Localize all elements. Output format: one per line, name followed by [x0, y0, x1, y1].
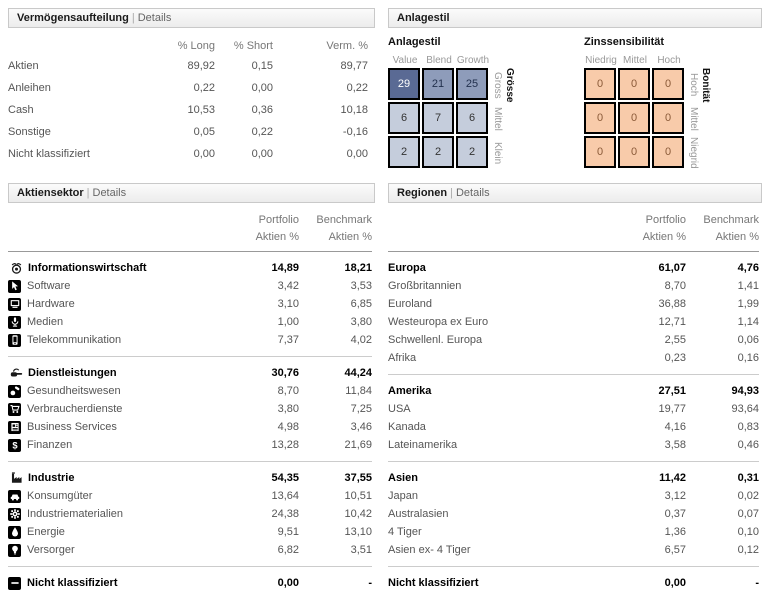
portfolio-value: 1,00 — [277, 316, 299, 328]
style-row-label: Gross — [492, 71, 503, 99]
allocation-rows — [8, 55, 368, 165]
group-label: Amerika — [388, 385, 432, 397]
style-col-label: Blend — [426, 54, 452, 66]
style-cell: 0 — [584, 136, 616, 168]
style-row-label: Hoch — [688, 73, 699, 97]
row-label: Software — [27, 280, 71, 292]
col-portfolio: Portfolio — [645, 213, 686, 226]
portfolio-value: 12,71 — [658, 316, 686, 328]
col-long: % Long — [177, 40, 215, 52]
panel-title: Anlagestil — [397, 12, 450, 24]
portfolio-value: 24,38 — [271, 508, 299, 520]
col-benchmark: Benchmark — [703, 213, 759, 226]
row-label: Aktien — [8, 60, 39, 72]
style-cell: 21 — [422, 68, 454, 100]
style-col-label: Niedrig — [585, 54, 617, 66]
header-separator: | — [450, 187, 453, 199]
benchmark-value: 3,80 — [350, 316, 372, 328]
footer-row — [8, 574, 372, 592]
col-portfolio-sub: Aktien % — [642, 230, 686, 243]
style-box-title: Anlagestil — [388, 36, 441, 48]
short-value: 0,36 — [251, 104, 273, 116]
style-panel-header — [388, 8, 762, 28]
table-row — [388, 505, 759, 523]
style-cell: 29 — [388, 68, 420, 100]
col-portfolio-sub: Aktien % — [255, 230, 299, 243]
table-row — [8, 436, 372, 454]
allocation-column-header — [8, 37, 368, 55]
short-value: 0,00 — [251, 148, 273, 160]
table-row — [8, 143, 368, 165]
benchmark-value: 3,51 — [350, 544, 372, 556]
row-label: USA — [388, 403, 411, 415]
style-cell: 6 — [456, 102, 488, 134]
net-value: 0,22 — [346, 82, 368, 94]
regions-panel — [388, 183, 762, 592]
row-label: Business Services — [27, 421, 117, 433]
portfolio-value: 0,00 — [277, 577, 299, 589]
row-label: Finanzen — [27, 439, 73, 451]
consumer-services-icon — [8, 403, 21, 416]
net-value: 0,00 — [346, 148, 368, 160]
portfolio-value: 1,36 — [664, 526, 686, 538]
long-value: 89,92 — [187, 60, 215, 72]
row-label: Energie — [27, 526, 65, 538]
table-row — [388, 400, 759, 418]
table-row — [8, 382, 372, 400]
sector-panel — [8, 183, 375, 592]
style-box-axis-title: Bonität — [700, 68, 711, 103]
style-cell: 0 — [618, 136, 650, 168]
table-row — [8, 541, 372, 559]
row-label: Telekommunikation — [27, 334, 122, 346]
regions-column-header-line2 — [388, 228, 759, 245]
portfolio-value: 27,51 — [658, 385, 686, 397]
style-cell: 2 — [456, 136, 488, 168]
benchmark-value: 10,42 — [344, 508, 372, 520]
col-benchmark-sub: Aktien % — [328, 230, 372, 243]
table-row — [8, 295, 372, 313]
short-value: 0,22 — [251, 126, 273, 138]
row-label: Nicht klassifiziert — [8, 148, 90, 160]
benchmark-value: 0,12 — [737, 544, 759, 556]
row-label: Anleihen — [8, 82, 51, 94]
benchmark-value: 0,06 — [737, 334, 759, 346]
benchmark-value: 13,10 — [344, 526, 372, 538]
details-link[interactable]: Details — [92, 187, 127, 199]
benchmark-value: 18,21 — [344, 262, 372, 274]
benchmark-value: 0,07 — [737, 508, 759, 520]
portfolio-value: 14,89 — [271, 262, 299, 274]
net-value: 10,18 — [340, 104, 368, 116]
allocation-table — [8, 28, 375, 165]
portfolio-value: 3,80 — [277, 403, 299, 415]
table-row — [8, 487, 372, 505]
style-cell: 0 — [584, 102, 616, 134]
group-separator — [8, 461, 372, 462]
net-value: 89,77 — [340, 60, 368, 72]
portfolio-value: 6,57 — [664, 544, 686, 556]
col-net: Verm. % — [326, 40, 368, 52]
benchmark-value: 44,24 — [344, 367, 372, 379]
group-separator — [388, 461, 759, 462]
style-col-label: Growth — [456, 54, 490, 66]
benchmark-value: 0,46 — [737, 439, 759, 451]
portfolio-value: 3,42 — [277, 280, 299, 292]
group-row — [8, 364, 372, 382]
portfolio-value: 61,07 — [658, 262, 686, 274]
style-cell: 2 — [422, 136, 454, 168]
allocation-panel-header — [8, 8, 375, 28]
short-value: 0,00 — [251, 82, 273, 94]
table-row — [388, 331, 759, 349]
style-box-column-labels — [584, 52, 711, 68]
col-benchmark: Benchmark — [316, 213, 372, 226]
row-label: Versorger — [27, 544, 75, 556]
row-label: Australasien — [388, 508, 449, 520]
col-short: % Short — [233, 40, 273, 52]
style-box-row-labels — [688, 68, 699, 170]
portfolio-value: 3,58 — [664, 439, 686, 451]
col-portfolio: Portfolio — [258, 213, 299, 226]
portfolio-value: 19,77 — [658, 403, 686, 415]
benchmark-value: - — [755, 577, 759, 589]
telecom-icon — [8, 334, 21, 347]
row-label: Sonstige — [8, 126, 51, 138]
col-benchmark-sub: Aktien % — [715, 230, 759, 243]
group-row — [388, 469, 759, 487]
group-row — [388, 382, 759, 400]
header-separator: | — [131, 12, 135, 24]
sector-panel-header — [8, 183, 375, 203]
energy-icon — [8, 526, 21, 539]
panel-title: Aktiensektor — [17, 187, 84, 199]
group-separator — [8, 566, 372, 567]
long-value: 0,00 — [193, 148, 215, 160]
portfolio-value: 3,10 — [277, 298, 299, 310]
style-cell: 0 — [652, 68, 684, 100]
sector-column-header-line2 — [8, 228, 372, 245]
short-value: 0,15 — [251, 60, 273, 72]
header-rule — [388, 251, 759, 252]
benchmark-value: 4,76 — [737, 262, 759, 274]
long-value: 0,05 — [193, 126, 215, 138]
services-economy-icon — [8, 366, 24, 380]
style-box-axis-title: Grösse — [504, 68, 515, 103]
hardware-icon — [8, 298, 21, 311]
table-row — [8, 121, 368, 143]
benchmark-value: - — [368, 577, 372, 589]
portfolio-value: 8,70 — [664, 280, 686, 292]
equity-style-box — [388, 36, 584, 170]
table-row — [388, 487, 759, 505]
row-label: Euroland — [388, 298, 433, 310]
table-row — [388, 523, 759, 541]
portfolio-value: 36,88 — [658, 298, 686, 310]
group-separator — [388, 374, 759, 375]
table-row — [8, 313, 372, 331]
benchmark-value: 1,14 — [737, 316, 759, 328]
style-col-label: Mittel — [623, 54, 647, 66]
row-label: Medien — [27, 316, 64, 328]
group-label: Nicht klassifiziert — [388, 577, 479, 589]
benchmark-value: 0,31 — [737, 472, 759, 484]
portfolio-value: 13,28 — [271, 439, 299, 451]
group-row — [388, 259, 759, 277]
benchmark-value: 7,25 — [350, 403, 372, 415]
benchmark-value: 0,16 — [737, 352, 759, 364]
manufacturing-economy-icon — [8, 471, 24, 485]
benchmark-value: 1,41 — [737, 280, 759, 292]
portfolio-value: 7,37 — [277, 334, 299, 346]
style-cell: 6 — [388, 102, 420, 134]
style-col-label: Hoch — [657, 54, 681, 66]
row-label: Gesundheitswesen — [27, 385, 121, 397]
style-grid — [584, 68, 684, 170]
regions-panel-header — [388, 183, 762, 203]
portfolio-value: 6,82 — [277, 544, 299, 556]
benchmark-value: 21,69 — [344, 439, 372, 451]
style-box-title: Zinssensibilität — [584, 36, 665, 48]
style-cell: 2 — [388, 136, 420, 168]
media-icon — [8, 316, 21, 329]
fixed-income-style-box — [584, 36, 711, 170]
group-label: Dienstleistungen — [28, 367, 117, 379]
style-panel — [388, 8, 762, 183]
style-row-label: Niegrid — [688, 137, 699, 169]
long-value: 10,53 — [187, 104, 215, 116]
style-cell: 25 — [456, 68, 488, 100]
group-row — [8, 259, 372, 277]
benchmark-value: 3,46 — [350, 421, 372, 433]
row-label: Westeuropa ex Euro — [388, 316, 489, 328]
benchmark-value: 1,99 — [737, 298, 759, 310]
style-grid — [388, 68, 488, 170]
portfolio-value: 30,76 — [271, 367, 299, 379]
table-row — [8, 505, 372, 523]
benchmark-value: 0,83 — [737, 421, 759, 433]
row-label: Industriematerialien — [27, 508, 123, 520]
row-label: Verbraucherdienste — [27, 403, 123, 415]
style-row-label: Klein — [492, 141, 503, 165]
style-row-label: Mittel — [688, 107, 699, 131]
benchmark-value: 0,02 — [737, 490, 759, 502]
style-cell: 0 — [618, 68, 650, 100]
style-row-label: Mittel — [492, 107, 503, 131]
details-link[interactable]: Details — [137, 12, 172, 24]
table-row — [8, 77, 368, 99]
allocation-panel — [8, 8, 375, 183]
table-row — [8, 418, 372, 436]
portfolio-value: 11,42 — [659, 472, 686, 484]
benchmark-value: 4,02 — [350, 334, 372, 346]
benchmark-value: 11,84 — [345, 385, 372, 397]
benchmark-value: 3,53 — [350, 280, 372, 292]
table-row — [8, 523, 372, 541]
table-row — [388, 295, 759, 313]
table-row — [388, 277, 759, 295]
row-label: Lateinamerika — [388, 439, 458, 451]
healthcare-icon — [8, 385, 21, 398]
style-box-row-labels — [492, 68, 503, 170]
header-rule — [8, 251, 372, 252]
table-row — [388, 541, 759, 559]
style-cell: 0 — [652, 102, 684, 134]
portfolio-value: 8,70 — [277, 385, 299, 397]
portfolio-value: 4,98 — [277, 421, 299, 433]
style-cell: 0 — [618, 102, 650, 134]
group-separator — [388, 566, 759, 567]
benchmark-value: 93,64 — [731, 403, 759, 415]
portfolio-value: 9,51 — [277, 526, 299, 538]
portfolio-value: 2,55 — [664, 334, 686, 346]
portfolio-value: 4,16 — [664, 421, 686, 433]
row-label: Hardware — [27, 298, 75, 310]
table-row — [8, 55, 368, 77]
group-separator — [8, 356, 372, 357]
portfolio-value: 3,12 — [664, 490, 686, 502]
sector-rows — [8, 259, 372, 592]
sector-column-header-line1 — [8, 211, 372, 228]
table-row — [8, 277, 372, 295]
financial-icon — [8, 439, 21, 452]
table-row — [388, 313, 759, 331]
consumer-goods-icon — [8, 490, 21, 503]
style-cell: 0 — [584, 68, 616, 100]
not-classified-icon — [8, 577, 21, 590]
utilities-icon — [8, 544, 21, 557]
portfolio-value: 54,35 — [271, 472, 299, 484]
table-row — [388, 418, 759, 436]
portfolio-value: 0,00 — [664, 577, 686, 589]
header-separator: | — [86, 187, 90, 199]
table-row — [8, 99, 368, 121]
style-cell: 0 — [652, 136, 684, 168]
row-label: Schwellenl. Europa — [388, 334, 483, 346]
regions-rows — [388, 259, 759, 592]
info-economy-icon — [8, 261, 24, 275]
panel-title: Regionen — [397, 187, 448, 199]
industrial-materials-icon — [8, 508, 21, 521]
row-label: Asien ex- 4 Tiger — [388, 544, 471, 556]
style-col-label: Value — [392, 54, 418, 66]
portfolio-value: 0,37 — [664, 508, 686, 520]
table-row — [388, 436, 759, 454]
regions-column-header-line1 — [388, 211, 759, 228]
group-label: Industrie — [28, 472, 75, 484]
group-label: Asien — [388, 472, 418, 484]
portfolio-value: 0,23 — [664, 352, 686, 364]
row-label: Großbritannien — [388, 280, 462, 292]
table-row — [8, 400, 372, 418]
svg-text:$: $ — [11, 440, 18, 451]
group-row — [8, 469, 372, 487]
row-label: Kanada — [388, 421, 426, 433]
footer-row — [388, 574, 759, 592]
panel-title: Vermögensaufteilung — [17, 12, 129, 24]
table-row — [8, 331, 372, 349]
benchmark-value: 0,10 — [737, 526, 759, 538]
style-cell: 7 — [422, 102, 454, 134]
style-box-column-labels — [388, 52, 584, 68]
row-label: 4 Tiger — [388, 526, 422, 538]
benchmark-value: 37,55 — [344, 472, 372, 484]
benchmark-value: 6,85 — [350, 298, 372, 310]
row-label: Japan — [388, 490, 418, 502]
details-link[interactable]: Details — [455, 187, 490, 199]
benchmark-value: 10,51 — [344, 490, 372, 502]
row-label: Konsumgüter — [27, 490, 93, 502]
row-label: Afrika — [388, 352, 417, 364]
group-label: Informationswirtschaft — [28, 262, 147, 274]
software-icon — [8, 280, 21, 293]
business-services-icon — [8, 421, 21, 434]
group-label: Europa — [388, 262, 426, 274]
row-label: Cash — [8, 104, 34, 116]
net-value: -0,16 — [342, 126, 368, 138]
group-label: Nicht klassifiziert — [27, 577, 118, 589]
long-value: 0,22 — [193, 82, 215, 94]
benchmark-value: 94,93 — [731, 385, 759, 397]
portfolio-value: 13,64 — [271, 490, 299, 502]
table-row — [388, 349, 759, 367]
